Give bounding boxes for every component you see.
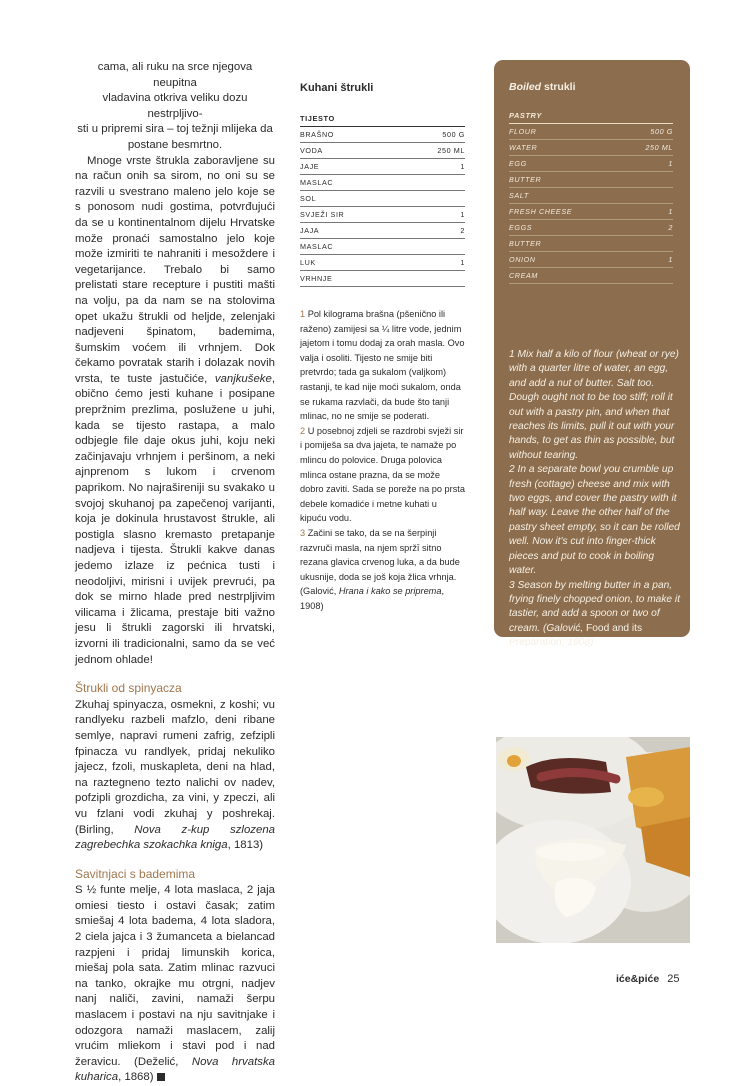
ingredients-table	[509, 111, 673, 284]
method-step	[300, 307, 465, 424]
paragraph-strukli-varieties	[75, 154, 275, 669]
ingredient-name: BUTTER	[509, 236, 623, 252]
ingredient-amount: 1	[402, 159, 465, 175]
paragraph-text: Mnoge vrste štrukla zaboravljene su na račun onih sa sirom, no oni su se razvili u svestrano maleno jelo koje se s ponosom nudi gostima, potvrđujući da se u kontinentalnom dijelu Hrvatske može pronaći samostalno jelo koje može izmiriti te nahraniti i mesoždere i vegetarijance. Trebalo bi samo prelistati stare recepture i pustiti mašti na volju, pa da nam se na stolovima opet ukažu štrukli od heljde, zelenjaki nadjeveni špinatom, bademima, šumskim voćem ili vrhnjem. Dok čekamo povratak starih i dolazak novih vrsta, te tuste jastučiće,	[75, 154, 275, 385]
recipe-savitnjaci-text	[75, 883, 275, 1086]
intro-line: sti u pripremi sira – toj težnji mlijeka da	[77, 123, 273, 136]
recipe-text: S ½ funte melje, 4 lota maslaca, 2 jaja omiesi tiesto i ostavi časak; zatim smiešaj 4 lota badema, 4 lota sladora, 2 ciela jajca i 3 žumanceta a bielancad razpjeni i pridaj limunskih korica, miešaj pola sata. Zatim mlinac razvuci na tanko, okrajke mu otrgni, nadjev nanj naliči, zavini, namaži šerpu maslacem i postavi na nju savitnjake i odozgora namaži maslacem, zalij vrućim mliekom i stavi pod i nad žeravicu. (Deželić,	[75, 884, 275, 1068]
main-text-column	[75, 60, 275, 1086]
ingredient-name: BUTTER	[509, 172, 623, 188]
ingredient-amount	[402, 175, 465, 191]
title-rest: strukli	[541, 81, 576, 93]
recipe-english-box	[494, 60, 690, 649]
ingredients-header: PASTRY	[509, 111, 673, 124]
ingredient-name: LUK	[300, 255, 402, 271]
end-mark-icon	[157, 1073, 165, 1081]
step-number: 2	[509, 464, 515, 476]
recipe-title	[509, 81, 576, 93]
ingredient-amount	[623, 268, 673, 284]
paragraph-italic-term: vanjkušeke	[214, 372, 272, 385]
intro-line: vladavina otkriva veliku dozu nestrpljivo-	[102, 92, 248, 120]
ingredient-amount	[402, 239, 465, 255]
recipe-croatian	[300, 82, 465, 613]
source-title: Food and its Preparation	[509, 622, 643, 649]
source-title: Nova hrvatska kuharica	[75, 1055, 275, 1084]
food-photo	[496, 737, 690, 943]
ingredient-row	[509, 188, 673, 204]
source-year: , 1908)	[300, 586, 445, 611]
recipe-method	[300, 307, 465, 613]
step-number: 1	[509, 349, 515, 360]
ingredient-row	[300, 159, 465, 175]
step-text: In a separate bowl you crumble up fresh (cottage) cheese and mix with two eggs, and cover the pastry with it half way. Leave the other half of the pastry sheet empty, so it can be rolled well. Now it's cut into finger-thick pieces and put to cook in boiling water.	[509, 464, 680, 577]
step-text: Začini se tako, da se na šerpinji razvruči masla, na njem spržī sitno rezana glavica crvenog luka, a da bude ukusnije, doda se još koja žlica vrhnja. (Galović,	[300, 527, 460, 597]
recipe-title: Kuhani štrukli	[300, 82, 374, 94]
ingredient-name: JAJE	[300, 159, 402, 175]
step-number: 2	[300, 425, 306, 436]
step-number: 3	[300, 527, 306, 538]
paragraph-text-continued: , obično ćemo jesti kuhane i posipane prepržnim prezlima, poslužene u juhi, kada se tijesto rastapa, a malo odbjegle file daje okus juhi, koju neki začinjavaju vrhnjem i peršinom, a neki ajnprenom s lukom i crvenom paprikom. No najrašireniji su svakako u svojoj skuhanoj pa zapečenoj varijanti, koja je dokinula hrustavost štrukle, ali postigla slasno kremasto pretapanje nadjeva i tijesta. Štrukli kakve danas jedemo izlaze iz pećnica tusti i neodoljivi, mirisni i uvijek prevrući, pa dok se mirno hlade pred nestrpljivim vilicama i žlicama, prestaje biti važno jesu li štrukli zagorski ili hrvatski, izvorni ili tradicionalni, samo da se već jednom ohlade!	[75, 372, 275, 666]
ingredients-table	[300, 114, 465, 287]
ingredient-amount: 2	[402, 223, 465, 239]
source-title: Nova z-kup szlozena zagrebechka szokachka kniga	[75, 823, 275, 852]
ingredient-row	[509, 204, 673, 220]
ingredient-amount	[623, 172, 673, 188]
ingredient-name: SVJEŽI SIR	[300, 207, 402, 223]
step-text: Mix half a kilo of flour (wheat or rye) with a quarter litre of water, an egg, and add a nut of butter. Salt too. Dough ought not to be too stiff; roll it out with a pastry pin, and when that reaches its limits, pull it out with your hands, to get as thin as possible, but without tearing.	[509, 349, 679, 461]
ingredient-amount: 2	[623, 220, 673, 236]
ingredient-row	[509, 140, 673, 156]
ingredient-amount: 1	[623, 204, 673, 220]
ingredient-amount: 500 G	[623, 124, 673, 140]
method-step	[300, 424, 465, 526]
ingredient-row	[300, 223, 465, 239]
ingredient-row	[509, 268, 673, 284]
method-step	[300, 526, 465, 614]
page-footer	[616, 973, 679, 985]
ingredient-name: MASLAC	[300, 175, 402, 191]
ingredient-name: WATER	[509, 140, 623, 156]
ingredient-row	[300, 175, 465, 191]
recipe-text: Zkuhaj spinyacza, osmekni, z koshi; vu randlyeku razbeli mafzlo, deni ribane semlye, napravi rumeni zafrig, zefzipli fpinacza vu randlyek, pridaj nekuliko jajecz, fzoli, muskapleta, deni na hlad, na raztegneno tezto nalichi ov nadev, pofzipli grozdicha, za vini, y zpeczi, ali vu fzlani vodi zkuhaj y poshrekaj. (Birling,	[75, 698, 275, 836]
source-year: 1908)	[567, 637, 594, 649]
method-step	[509, 463, 681, 578]
ingredient-amount: 500 G	[402, 127, 465, 143]
ingredient-amount: 1	[402, 255, 465, 271]
method-step: 3 Season by melting butter in a pan, frying finely chopped onion, to make it tastier, and add a spoon or two of cream. (Galović, Food and its Preparation, 1908)	[509, 579, 681, 649]
ingredient-amount: 250 ML	[623, 140, 673, 156]
ingredient-row	[509, 220, 673, 236]
ingredient-amount: 250 ML	[402, 143, 465, 159]
ingredient-amount	[402, 271, 465, 287]
ingredient-name: MASLAC	[300, 239, 402, 255]
source-year: , 1868)	[118, 1071, 154, 1084]
ingredient-name: SALT	[509, 188, 623, 204]
food-photo-illustration	[496, 737, 690, 943]
ingredients-header: TIJESTO	[300, 114, 465, 127]
ingredient-name: ONION	[509, 252, 623, 268]
ingredient-name: FLOUR	[509, 124, 623, 140]
ingredient-name: EGG	[509, 156, 623, 172]
intro-line: postane besmrtno.	[127, 138, 223, 151]
ingredient-amount: 1	[402, 207, 465, 223]
ingredient-name: VODA	[300, 143, 402, 159]
recipe-method	[509, 348, 681, 651]
ingredient-amount	[402, 191, 465, 207]
method-step	[509, 348, 681, 463]
ingredient-amount: 1	[623, 252, 673, 268]
page-number: 25	[667, 973, 680, 985]
ingredient-row	[509, 236, 673, 252]
ingredient-name: FRESH CHEESE	[509, 204, 623, 220]
ingredient-name: CREAM	[509, 268, 623, 284]
step-number: 1	[300, 309, 306, 319]
ingredient-name: BRAŠNO	[300, 127, 402, 143]
title-italic: Boiled	[509, 81, 542, 93]
ingredient-row	[300, 143, 465, 159]
step-text: Pol kilograma brašna (pšenično ili raženo) zamijesi sa ¼ litre vode, jednim jajetom i tomu dodaj za orah masla. Ovo valja i osoliti. Tijesto ne smije biti pretvrdo; tada ga sukalom (valjkom) rastanji, te kad nije moći sukalom, onda se rukama razvlači, da bude što tanji mlinac, no ne smije se poderati.	[300, 309, 465, 422]
ingredient-row	[509, 252, 673, 268]
step-text: Season by melting butter in a pan, frying finely chopped onion, to make it tastier, and add a spoon or two of cream. (Galović,	[509, 579, 681, 634]
recipe-spinyacza-text	[75, 698, 275, 854]
magazine-brand: ićе&pićе	[616, 973, 660, 985]
ingredient-row	[509, 172, 673, 188]
ingredient-amount: 1	[623, 156, 673, 172]
ingredient-name: VRHNJE	[300, 271, 402, 287]
ingredient-row	[509, 124, 673, 140]
ingredient-row	[300, 239, 465, 255]
step-text: U posebnoj zdjeli se razdrobi svježi sir i pomiješa sa dva jajeta, te namaže po mlincu do polovice. Druga polovica mlinca ostane prazna, da se može dobro zaviti. Sada se poreže na po prsta debele komadiće i metne kuhati u kipuću vodu.	[300, 425, 465, 524]
ingredient-name: JAJA	[300, 223, 402, 239]
source-title: Hrana i kako se priprema	[338, 586, 442, 597]
ingredient-row	[300, 271, 465, 287]
section-title-spinyacza: Štrukli od spinyacza	[75, 681, 182, 696]
intro-line: cama, ali ruku na srce njegova neupitna	[97, 61, 253, 89]
ingredient-name: SOL	[300, 191, 402, 207]
section-title-savitnjaci: Savitnjaci s bademima	[75, 866, 196, 881]
source-year: , 1813)	[227, 839, 264, 852]
ingredient-row	[300, 127, 465, 143]
ingredient-row	[509, 156, 673, 172]
ingredient-row	[300, 191, 465, 207]
ingredient-amount	[623, 188, 673, 204]
ingredient-row	[300, 207, 465, 223]
ingredient-name: EGGS	[509, 220, 623, 236]
ingredient-amount	[623, 236, 673, 252]
step-number: 3	[509, 579, 515, 591]
ingredient-row	[300, 255, 465, 271]
